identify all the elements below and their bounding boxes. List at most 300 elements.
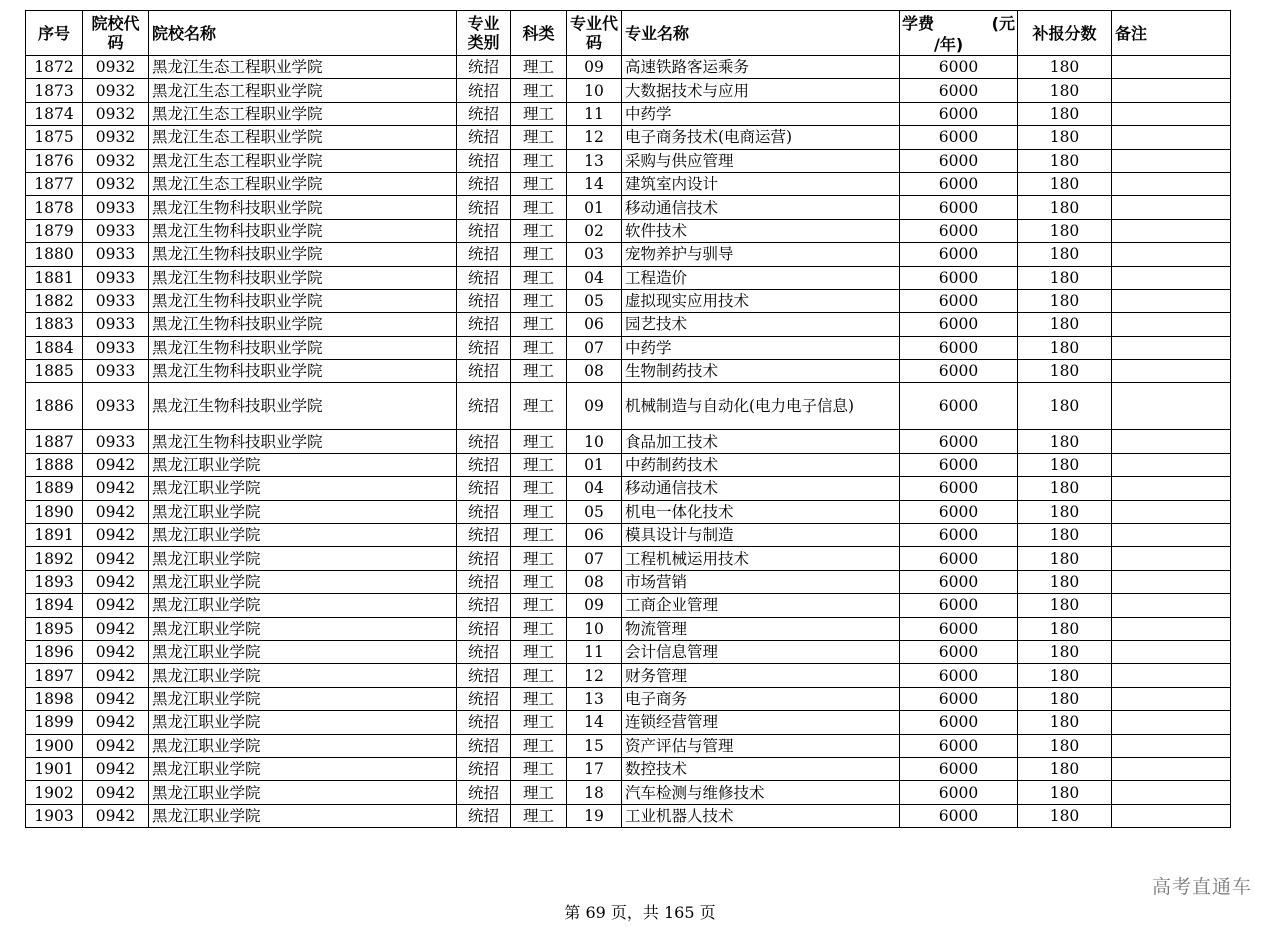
cell-fee: 6000 <box>900 430 1018 453</box>
table-row <box>26 711 1231 734</box>
cell-note <box>1112 313 1231 336</box>
cell-major-name: 高速铁路客运乘务 <box>622 56 900 79</box>
cell-subject: 理工 <box>511 617 567 640</box>
cell-note <box>1112 360 1231 383</box>
cell-note <box>1112 266 1231 289</box>
cell-school-code: 0933 <box>83 196 149 219</box>
cell-seq: 1880 <box>26 243 83 266</box>
cell-note <box>1112 594 1231 617</box>
cell-major-code: 13 <box>567 149 622 172</box>
cell-seq: 1877 <box>26 172 83 195</box>
table-row <box>26 757 1231 780</box>
cell-school-code: 0932 <box>83 102 149 125</box>
cell-note <box>1112 664 1231 687</box>
cell-seq: 1881 <box>26 266 83 289</box>
table-row <box>26 266 1231 289</box>
cell-score: 180 <box>1018 664 1112 687</box>
cell-fee: 6000 <box>900 570 1018 593</box>
header-note: 备注 <box>1112 11 1231 56</box>
cell-major-name: 中药学 <box>622 336 900 359</box>
cell-score: 180 <box>1018 453 1112 476</box>
cell-score: 180 <box>1018 734 1112 757</box>
cell-major-category: 统招 <box>457 430 511 453</box>
cell-note <box>1112 477 1231 500</box>
cell-score: 180 <box>1018 126 1112 149</box>
cell-school-name: 黑龙江生物科技职业学院 <box>149 313 457 336</box>
cell-fee: 6000 <box>900 477 1018 500</box>
cell-seq: 1882 <box>26 289 83 312</box>
cell-school-name: 黑龙江职业学院 <box>149 711 457 734</box>
cell-school-name: 黑龙江生态工程职业学院 <box>149 102 457 125</box>
cell-major-category: 统招 <box>457 711 511 734</box>
cell-subject: 理工 <box>511 126 567 149</box>
cell-note <box>1112 56 1231 79</box>
cell-school-code: 0942 <box>83 804 149 827</box>
cell-note <box>1112 734 1231 757</box>
cell-seq: 1902 <box>26 781 83 804</box>
cell-score: 180 <box>1018 430 1112 453</box>
cell-seq: 1894 <box>26 594 83 617</box>
cell-note <box>1112 430 1231 453</box>
page-footer: 第 69 页，共 165 页 <box>564 903 716 922</box>
cell-school-code: 0932 <box>83 79 149 102</box>
cell-major-category: 统招 <box>457 547 511 570</box>
header-fee-label: 学费 <box>902 14 935 33</box>
cell-major-name: 机械制造与自动化(电力电子信息) <box>622 383 900 430</box>
cell-seq: 1889 <box>26 477 83 500</box>
cell-major-code: 04 <box>567 266 622 289</box>
cell-subject: 理工 <box>511 664 567 687</box>
cell-major-category: 统招 <box>457 804 511 827</box>
cell-fee: 6000 <box>900 56 1018 79</box>
cell-major-name: 移动通信技术 <box>622 477 900 500</box>
cell-major-code: 05 <box>567 289 622 312</box>
cell-major-code: 05 <box>567 500 622 523</box>
cell-subject: 理工 <box>511 640 567 663</box>
cell-score: 180 <box>1018 56 1112 79</box>
table-row <box>26 640 1231 663</box>
cell-score: 180 <box>1018 79 1112 102</box>
table-row <box>26 383 1231 430</box>
cell-major-code: 10 <box>567 430 622 453</box>
cell-major-code: 18 <box>567 781 622 804</box>
cell-school-name: 黑龙江职业学院 <box>149 734 457 757</box>
admission-table-container <box>25 10 1230 828</box>
cell-major-code: 09 <box>567 56 622 79</box>
cell-school-code: 0942 <box>83 734 149 757</box>
cell-seq: 1897 <box>26 664 83 687</box>
cell-school-code: 0942 <box>83 570 149 593</box>
cell-score: 180 <box>1018 266 1112 289</box>
cell-major-category: 统招 <box>457 196 511 219</box>
cell-note <box>1112 219 1231 242</box>
cell-school-name: 黑龙江生物科技职业学院 <box>149 266 457 289</box>
cell-score: 180 <box>1018 500 1112 523</box>
cell-fee: 6000 <box>900 711 1018 734</box>
cell-seq: 1892 <box>26 547 83 570</box>
cell-major-name: 中药制药技术 <box>622 453 900 476</box>
cell-major-name: 会计信息管理 <box>622 640 900 663</box>
cell-subject: 理工 <box>511 500 567 523</box>
header-fee <box>900 11 1018 56</box>
cell-fee: 6000 <box>900 336 1018 359</box>
cell-note <box>1112 102 1231 125</box>
cell-fee: 6000 <box>900 524 1018 547</box>
cell-major-name: 大数据技术与应用 <box>622 79 900 102</box>
cell-major-name: 中药学 <box>622 102 900 125</box>
cell-fee: 6000 <box>900 734 1018 757</box>
cell-subject: 理工 <box>511 524 567 547</box>
cell-note <box>1112 804 1231 827</box>
cell-seq: 1876 <box>26 149 83 172</box>
cell-major-category: 统招 <box>457 383 511 430</box>
cell-school-code: 0942 <box>83 664 149 687</box>
cell-fee: 6000 <box>900 149 1018 172</box>
cell-note <box>1112 757 1231 780</box>
cell-major-name: 工商企业管理 <box>622 594 900 617</box>
cell-school-name: 黑龙江生态工程职业学院 <box>149 149 457 172</box>
cell-fee: 6000 <box>900 383 1018 430</box>
cell-seq: 1874 <box>26 102 83 125</box>
cell-major-category: 统招 <box>457 734 511 757</box>
cell-fee: 6000 <box>900 313 1018 336</box>
cell-school-name: 黑龙江职业学院 <box>149 617 457 640</box>
table-row <box>26 524 1231 547</box>
cell-subject: 理工 <box>511 313 567 336</box>
cell-note <box>1112 687 1231 710</box>
cell-note <box>1112 711 1231 734</box>
cell-fee: 6000 <box>900 547 1018 570</box>
cell-school-code: 0932 <box>83 172 149 195</box>
cell-major-name: 模具设计与制造 <box>622 524 900 547</box>
cell-school-name: 黑龙江职业学院 <box>149 664 457 687</box>
cell-subject: 理工 <box>511 734 567 757</box>
cell-note <box>1112 289 1231 312</box>
table-row <box>26 313 1231 336</box>
cell-note <box>1112 570 1231 593</box>
cell-major-category: 统招 <box>457 56 511 79</box>
cell-major-category: 统招 <box>457 126 511 149</box>
cell-major-name: 生物制药技术 <box>622 360 900 383</box>
cell-major-code: 07 <box>567 547 622 570</box>
table-row <box>26 56 1231 79</box>
cell-score: 180 <box>1018 289 1112 312</box>
cell-school-code: 0942 <box>83 477 149 500</box>
cell-major-category: 统招 <box>457 664 511 687</box>
cell-major-name: 工程造价 <box>622 266 900 289</box>
cell-school-name: 黑龙江职业学院 <box>149 500 457 523</box>
cell-school-name: 黑龙江职业学院 <box>149 687 457 710</box>
cell-seq: 1896 <box>26 640 83 663</box>
cell-score: 180 <box>1018 149 1112 172</box>
table-row <box>26 219 1231 242</box>
cell-major-code: 06 <box>567 313 622 336</box>
header-subject: 科类 <box>511 11 567 56</box>
cell-major-code: 13 <box>567 687 622 710</box>
table-row <box>26 149 1231 172</box>
cell-major-category: 统招 <box>457 594 511 617</box>
cell-major-category: 统招 <box>457 640 511 663</box>
table-row <box>26 687 1231 710</box>
cell-seq: 1898 <box>26 687 83 710</box>
cell-school-name: 黑龙江职业学院 <box>149 570 457 593</box>
cell-major-code: 02 <box>567 219 622 242</box>
cell-fee: 6000 <box>900 640 1018 663</box>
cell-major-category: 统招 <box>457 617 511 640</box>
cell-seq: 1883 <box>26 313 83 336</box>
cell-note <box>1112 500 1231 523</box>
cell-fee: 6000 <box>900 196 1018 219</box>
cell-fee: 6000 <box>900 500 1018 523</box>
cell-subject: 理工 <box>511 219 567 242</box>
cell-school-code: 0942 <box>83 757 149 780</box>
cell-score: 180 <box>1018 804 1112 827</box>
table-row <box>26 477 1231 500</box>
cell-school-code: 0933 <box>83 243 149 266</box>
cell-major-category: 统招 <box>457 360 511 383</box>
table-row <box>26 172 1231 195</box>
cell-score: 180 <box>1018 687 1112 710</box>
cell-score: 180 <box>1018 547 1112 570</box>
cell-major-category: 统招 <box>457 102 511 125</box>
cell-note <box>1112 453 1231 476</box>
cell-school-name: 黑龙江生态工程职业学院 <box>149 79 457 102</box>
cell-major-name: 建筑室内设计 <box>622 172 900 195</box>
table-row <box>26 243 1231 266</box>
cell-score: 180 <box>1018 102 1112 125</box>
cell-major-name: 宠物养护与驯导 <box>622 243 900 266</box>
table-row <box>26 500 1231 523</box>
cell-note <box>1112 617 1231 640</box>
cell-seq: 1873 <box>26 79 83 102</box>
cell-school-code: 0933 <box>83 383 149 430</box>
cell-note <box>1112 172 1231 195</box>
header-major-category: 专业类别 <box>457 11 511 56</box>
table-row <box>26 360 1231 383</box>
header-fee-unit-open: (元 <box>991 14 1015 33</box>
cell-major-name: 汽车检测与维修技术 <box>622 781 900 804</box>
cell-score: 180 <box>1018 336 1112 359</box>
cell-fee: 6000 <box>900 757 1018 780</box>
cell-seq: 1901 <box>26 757 83 780</box>
table-row <box>26 430 1231 453</box>
cell-seq: 1903 <box>26 804 83 827</box>
cell-subject: 理工 <box>511 711 567 734</box>
cell-note <box>1112 640 1231 663</box>
cell-major-code: 08 <box>567 360 622 383</box>
cell-subject: 理工 <box>511 430 567 453</box>
cell-score: 180 <box>1018 477 1112 500</box>
cell-score: 180 <box>1018 617 1112 640</box>
cell-major-code: 01 <box>567 196 622 219</box>
cell-school-name: 黑龙江生物科技职业学院 <box>149 289 457 312</box>
cell-subject: 理工 <box>511 804 567 827</box>
cell-seq: 1891 <box>26 524 83 547</box>
cell-subject: 理工 <box>511 336 567 359</box>
cell-school-code: 0942 <box>83 640 149 663</box>
cell-score: 180 <box>1018 640 1112 663</box>
cell-school-code: 0933 <box>83 289 149 312</box>
cell-score: 180 <box>1018 594 1112 617</box>
cell-note <box>1112 149 1231 172</box>
cell-school-name: 黑龙江职业学院 <box>149 524 457 547</box>
cell-fee: 6000 <box>900 617 1018 640</box>
cell-seq: 1895 <box>26 617 83 640</box>
cell-major-category: 统招 <box>457 79 511 102</box>
cell-school-code: 0932 <box>83 149 149 172</box>
table-row <box>26 570 1231 593</box>
cell-major-code: 12 <box>567 126 622 149</box>
cell-school-code: 0933 <box>83 313 149 336</box>
cell-major-name: 采购与供应管理 <box>622 149 900 172</box>
cell-school-name: 黑龙江职业学院 <box>149 757 457 780</box>
cell-seq: 1872 <box>26 56 83 79</box>
cell-school-name: 黑龙江生态工程职业学院 <box>149 56 457 79</box>
cell-major-name: 工业机器人技术 <box>622 804 900 827</box>
cell-major-name: 市场营销 <box>622 570 900 593</box>
cell-score: 180 <box>1018 313 1112 336</box>
cell-score: 180 <box>1018 524 1112 547</box>
cell-major-category: 统招 <box>457 477 511 500</box>
cell-fee: 6000 <box>900 289 1018 312</box>
cell-school-code: 0933 <box>83 430 149 453</box>
cell-school-name: 黑龙江生物科技职业学院 <box>149 383 457 430</box>
cell-seq: 1900 <box>26 734 83 757</box>
cell-school-name: 黑龙江生物科技职业学院 <box>149 196 457 219</box>
cell-school-code: 0942 <box>83 617 149 640</box>
cell-note <box>1112 524 1231 547</box>
cell-note <box>1112 196 1231 219</box>
cell-major-category: 统招 <box>457 172 511 195</box>
cell-major-category: 统招 <box>457 149 511 172</box>
cell-subject: 理工 <box>511 477 567 500</box>
cell-school-code: 0932 <box>83 56 149 79</box>
cell-school-code: 0942 <box>83 453 149 476</box>
cell-major-name: 电子商务 <box>622 687 900 710</box>
table-row <box>26 594 1231 617</box>
cell-subject: 理工 <box>511 360 567 383</box>
cell-score: 180 <box>1018 360 1112 383</box>
table-row <box>26 336 1231 359</box>
cell-school-name: 黑龙江生物科技职业学院 <box>149 336 457 359</box>
cell-major-code: 07 <box>567 336 622 359</box>
cell-seq: 1884 <box>26 336 83 359</box>
table-row <box>26 102 1231 125</box>
table-body <box>26 56 1231 828</box>
watermark-text: 高考直通车 <box>1151 876 1252 898</box>
cell-major-category: 统招 <box>457 570 511 593</box>
cell-major-category: 统招 <box>457 313 511 336</box>
cell-school-name: 黑龙江生态工程职业学院 <box>149 126 457 149</box>
cell-score: 180 <box>1018 781 1112 804</box>
cell-major-code: 10 <box>567 79 622 102</box>
cell-major-category: 统招 <box>457 219 511 242</box>
cell-major-code: 10 <box>567 617 622 640</box>
cell-subject: 理工 <box>511 383 567 430</box>
cell-score: 180 <box>1018 757 1112 780</box>
cell-subject: 理工 <box>511 781 567 804</box>
cell-seq: 1890 <box>26 500 83 523</box>
cell-seq: 1886 <box>26 383 83 430</box>
cell-major-name: 财务管理 <box>622 664 900 687</box>
cell-major-category: 统招 <box>457 781 511 804</box>
cell-major-category: 统招 <box>457 453 511 476</box>
cell-note <box>1112 547 1231 570</box>
cell-major-category: 统招 <box>457 500 511 523</box>
cell-major-code: 12 <box>567 664 622 687</box>
cell-major-name: 连锁经营管理 <box>622 711 900 734</box>
table-row <box>26 453 1231 476</box>
cell-seq: 1888 <box>26 453 83 476</box>
cell-seq: 1875 <box>26 126 83 149</box>
table-row <box>26 79 1231 102</box>
cell-major-name: 工程机械运用技术 <box>622 547 900 570</box>
cell-major-code: 14 <box>567 172 622 195</box>
cell-major-code: 11 <box>567 102 622 125</box>
cell-major-name: 机电一体化技术 <box>622 500 900 523</box>
cell-subject: 理工 <box>511 196 567 219</box>
cell-seq: 1887 <box>26 430 83 453</box>
table-row <box>26 547 1231 570</box>
header-seq: 序号 <box>26 11 83 56</box>
cell-fee: 6000 <box>900 687 1018 710</box>
admission-table <box>25 10 1231 828</box>
cell-fee: 6000 <box>900 243 1018 266</box>
cell-school-name: 黑龙江生态工程职业学院 <box>149 172 457 195</box>
cell-school-code: 0942 <box>83 687 149 710</box>
cell-note <box>1112 79 1231 102</box>
cell-major-category: 统招 <box>457 757 511 780</box>
cell-school-name: 黑龙江生物科技职业学院 <box>149 360 457 383</box>
cell-seq: 1899 <box>26 711 83 734</box>
table-row <box>26 781 1231 804</box>
cell-major-name: 电子商务技术(电商运营) <box>622 126 900 149</box>
cell-score: 180 <box>1018 172 1112 195</box>
cell-fee: 6000 <box>900 172 1018 195</box>
cell-major-code: 14 <box>567 711 622 734</box>
cell-fee: 6000 <box>900 453 1018 476</box>
cell-subject: 理工 <box>511 289 567 312</box>
cell-major-code: 06 <box>567 524 622 547</box>
cell-major-name: 数控技术 <box>622 757 900 780</box>
cell-major-name: 虚拟现实应用技术 <box>622 289 900 312</box>
cell-major-code: 15 <box>567 734 622 757</box>
header-school-name: 院校名称 <box>149 11 457 56</box>
cell-score: 180 <box>1018 243 1112 266</box>
cell-major-category: 统招 <box>457 289 511 312</box>
cell-note <box>1112 126 1231 149</box>
cell-school-name: 黑龙江生物科技职业学院 <box>149 219 457 242</box>
cell-major-code: 03 <box>567 243 622 266</box>
cell-school-code: 0933 <box>83 219 149 242</box>
cell-school-name: 黑龙江职业学院 <box>149 804 457 827</box>
cell-fee: 6000 <box>900 126 1018 149</box>
cell-major-name: 园艺技术 <box>622 313 900 336</box>
cell-major-code: 08 <box>567 570 622 593</box>
cell-school-name: 黑龙江生物科技职业学院 <box>149 430 457 453</box>
cell-note <box>1112 383 1231 430</box>
cell-fee: 6000 <box>900 79 1018 102</box>
cell-subject: 理工 <box>511 547 567 570</box>
cell-subject: 理工 <box>511 266 567 289</box>
cell-subject: 理工 <box>511 594 567 617</box>
cell-fee: 6000 <box>900 266 1018 289</box>
cell-subject: 理工 <box>511 757 567 780</box>
cell-fee: 6000 <box>900 102 1018 125</box>
cell-subject: 理工 <box>511 243 567 266</box>
cell-score: 180 <box>1018 219 1112 242</box>
cell-seq: 1879 <box>26 219 83 242</box>
